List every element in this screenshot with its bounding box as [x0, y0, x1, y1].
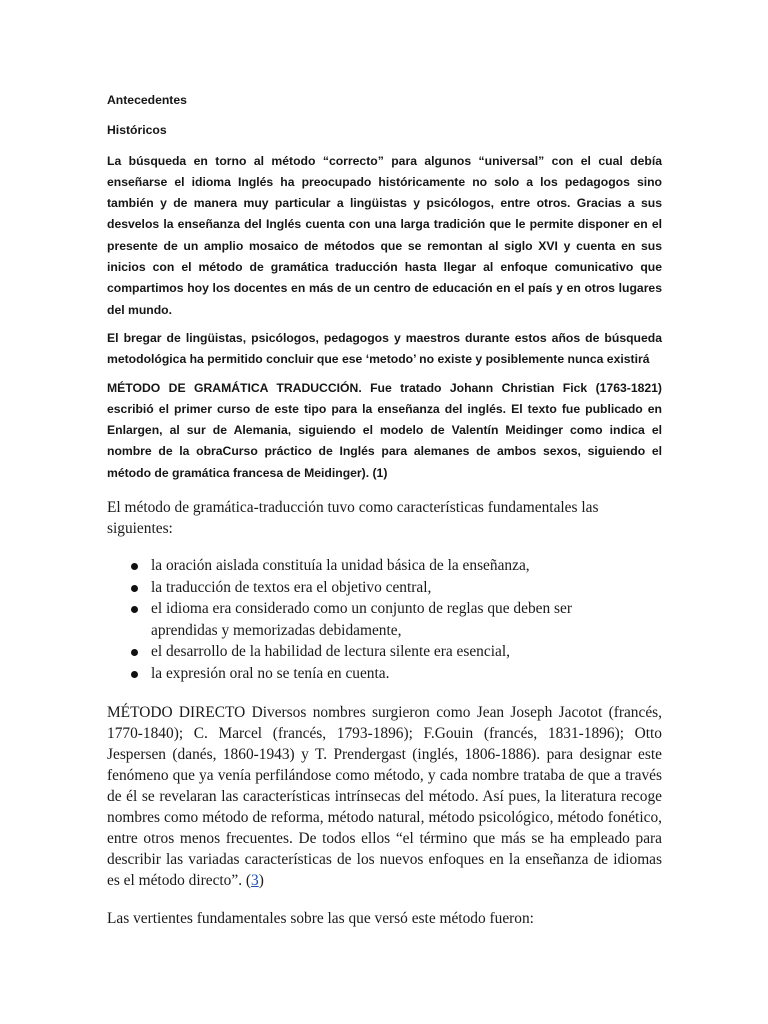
paragraph-vertientes: Las vertientes fundamentales sobre las que versó este método fueron:	[107, 910, 534, 928]
list-item	[107, 641, 621, 663]
metodo-directo-text: MÉTODO DIRECTO Diversos nombres surgieron como Jean Joseph Jacotot (francés, 1770-1840); C. Marcel (francés, 1793-1896); F.Gouin (francés, 1831-1896); Otto Jespersen (danés, 1860-1943) y T. Prendergast (inglés, 1806-1886). para designar este fenómeno que ya venía perfilándose como método, y cada nombre trataba de que a través de él se revelaran las características intrínsecas del método. Así pues, la literatura recoge nombres como método de reforma, método natural, método psicológico, método fonético, entre otros menos frecuentes. De todos ellos “el término que más se ha empleado para describir las variadas características de los nuevos enfoques en la enseñanza de idiomas es el método directo”.	[107, 704, 662, 890]
list-item	[107, 663, 621, 685]
gt-intro-paragraph: El método de gramática-traducción tuvo como características fundamentales las siguientes:	[107, 499, 599, 538]
list-item	[107, 577, 621, 599]
list-item-text: la oración aislada constituía la unidad básica de la enseñanza,	[151, 557, 530, 575]
list-item-text: el idioma era considerado como un conjunto de reglas que deben ser aprendidas y memorizadas debidamente,	[151, 600, 572, 639]
paragraph-busqueda: La búsqueda en torno al método “correcto” para algunos “universal” con el cual debía enseñarse el idioma Inglés ha preocupado históricamente no solo a los pedagogos sino también y de manera muy particular a lingüistas y psicólogos, entre otros. Gracias a sus desvelos la enseñanza del Inglés cuenta con una larga tradición que le permite disponer en el presente de un amplio mosaico de métodos que se remontan al siglo XVI y cuenta en sus inicios con el método de gramática traducción hasta llegar al enfoque comunicativo que compartimos hoy los docentes en más de un centro de educación en el país y en otros lugares del mundo.	[107, 153, 662, 317]
gt-features-list	[107, 555, 662, 684]
list-item	[107, 555, 621, 577]
paragraph-metodo-gramatica: MÉTODO DE GRAMÁTICA TRADUCCIÓN. Fue tratado Johann Christian Fick (1763-1821) escribió el primer curso de este tipo para la enseñanza del inglés. El texto fue publicado en Enlargen, al sur de Alemania, siguiendo el modelo de Valentín Meidinger como indica el nombre de la obraCurso práctico de Inglés para alemanes de ambos sexos, siguiendo el método de gramática francesa de Meidinger). (1)	[107, 380, 662, 480]
list-item-text: la expresión oral no se tenía en cuenta.	[151, 664, 390, 682]
reference-link[interactable]: 3	[251, 872, 259, 890]
bullet-icon	[131, 563, 138, 570]
serif-section	[107, 497, 662, 929]
bullet-icon	[131, 585, 138, 592]
bullet-icon	[131, 606, 138, 613]
heading-historicos: Históricos	[107, 123, 167, 138]
heading-antecedentes: Antecedentes	[107, 93, 187, 107]
bullet-icon	[131, 649, 138, 656]
document-page	[107, 90, 662, 929]
list-item	[107, 598, 621, 641]
list-item-text: la traducción de textos era el objetivo central,	[151, 578, 432, 596]
sans-section	[107, 90, 662, 484]
paragraph-metodo-directo: MÉTODO DIRECTO Diversos nombres surgieron como Jean Joseph Jacotot (francés, 1770-1840); C. Marcel (francés, 1793-1896); F.Gouin (francés, 1831-1896); Otto Jespersen (danés, 1860-1943) y T. Prendergast (inglés, 1806-1886). para designar este fenómeno que ya venía perfilándose como método, y cada nombre trataba de que a través de él se revelaran las características intrínsecas del método. Así pues, la literatura recoge nombres como método de reforma, método natural, método psicológico, método fonético, entre otros menos frecuentes. De todos ellos “el término que más se ha empleado para describir las variadas características de los nuevos enfoques en la enseñanza de idiomas es el método directo”. (3)	[107, 704, 662, 890]
bullet-icon	[131, 671, 138, 678]
paragraph-bregar: El bregar de lingüistas, psicólogos, pedagogos y maestros durante estos años de búsqueda metodológica ha permitido concluir que ese ‘metodo’ no existe y posiblemente nunca existirá	[107, 330, 662, 367]
list-item-text: el desarrollo de la habilidad de lectura silente era esencial,	[151, 643, 510, 661]
